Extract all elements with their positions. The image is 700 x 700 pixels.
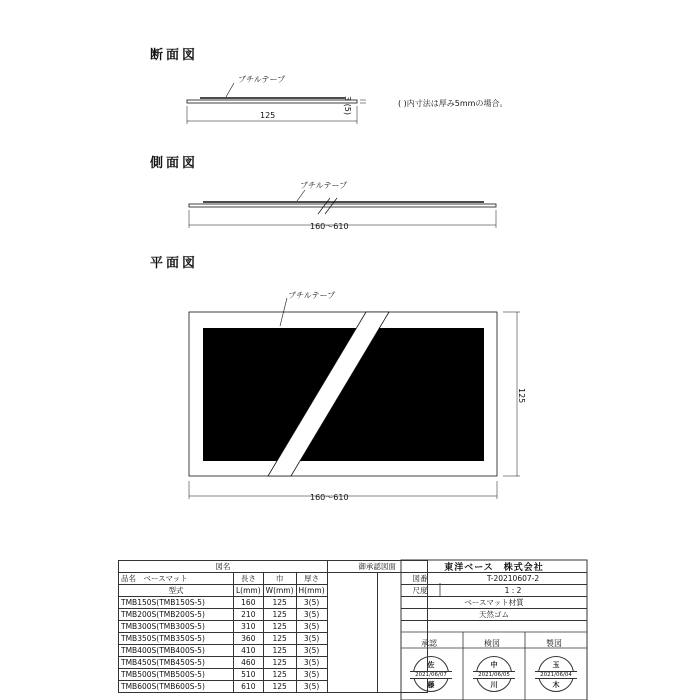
check-label: 検図: [484, 639, 500, 648]
model-label: 型式: [119, 585, 234, 597]
stamp-top: 佐: [427, 661, 435, 669]
width-cell: 125: [263, 633, 296, 645]
length-cell: 510: [234, 669, 264, 681]
blank-cell: [327, 573, 377, 693]
length-dimension-plan: 160～610: [310, 493, 349, 502]
drawing-name: 御承認図面: [327, 561, 427, 573]
material-value: 天然ゴム: [401, 609, 587, 621]
stamp-bottom: 木: [552, 681, 560, 689]
width-cell: 125: [263, 597, 296, 609]
company-name: 東洋ベース 株式会社: [401, 560, 587, 573]
approval-stamp: [413, 656, 449, 692]
model-cell: TMB450S(TMB450S-5): [119, 657, 234, 669]
approval-label: 承認: [421, 639, 437, 648]
col-width: 巾: [263, 573, 296, 585]
thickness-cell: 3(5): [296, 657, 327, 669]
stamp-top: 玉: [552, 661, 560, 669]
thickness-cell: 3(5): [296, 597, 327, 609]
side-view-heading: 側面図: [150, 156, 199, 171]
scale-label: 尺度: [412, 586, 428, 595]
model-cell: TMB400S(TMB400S-5): [119, 645, 234, 657]
model-cell: TMB500S(TMB500S-5): [119, 669, 234, 681]
length-dimension-side: 160～610: [310, 222, 349, 231]
width-cell: 125: [263, 669, 296, 681]
stamp-bottom: 藤: [427, 681, 435, 689]
model-cell: TMB350S(TMB350S-5): [119, 633, 234, 645]
model-cell: TMB150S(TMB150S-5): [119, 597, 234, 609]
col-length: 長さ: [234, 573, 264, 585]
stamp-top: 中: [490, 661, 498, 669]
unit-length: L(mm): [234, 585, 264, 597]
width-cell: 125: [263, 645, 296, 657]
spec-table: [118, 560, 428, 693]
butyl-tape-area: [203, 328, 484, 461]
thickness-cell: 3(5): [296, 621, 327, 633]
draft-stamp: [538, 656, 574, 692]
thickness-cell: 3(5): [296, 609, 327, 621]
length-cell: 160: [234, 597, 264, 609]
thickness-cell: 3(5): [296, 681, 327, 693]
drawing-no-row: [401, 573, 587, 585]
draft-label: 製図: [546, 639, 562, 648]
product-label: 品名: [121, 574, 136, 583]
unit-width: W(mm): [263, 585, 296, 597]
length-cell: 310: [234, 621, 264, 633]
drawing-no-label: 図番: [412, 574, 428, 583]
stamp-bottom: 川: [490, 681, 498, 689]
width-cell: 125: [263, 609, 296, 621]
width-cell: 125: [263, 657, 296, 669]
length-cell: 210: [234, 609, 264, 621]
thickness-cell: 3(5): [296, 669, 327, 681]
stamp-date: 2021/06/05: [473, 671, 515, 679]
check-stamp: [476, 656, 512, 692]
thickness-cell: 3(5): [296, 633, 327, 645]
tape-label: ブチルテープ: [238, 75, 286, 84]
company-block: [401, 560, 587, 634]
drawing-no: T-20210607-2: [486, 574, 540, 583]
col-thickness: 厚さ: [296, 573, 327, 585]
length-cell: 360: [234, 633, 264, 645]
tape-label-plan: ブチルテープ: [288, 291, 336, 300]
thickness-dimension: 3 (5): [343, 96, 352, 115]
model-cell: TMB600S(TMB600S-5): [119, 681, 234, 693]
drawing-name-label: 図名: [119, 561, 328, 573]
width-cell: 125: [263, 621, 296, 633]
scale-value: 1 : 2: [504, 586, 522, 595]
tape-label-side: ブチルテープ: [300, 181, 348, 190]
stamp-date: 2021/06/07: [410, 671, 452, 679]
scale-row: [401, 585, 587, 597]
length-cell: 410: [234, 645, 264, 657]
thickness-note: ( )内寸法は厚み5mmの場合。: [398, 99, 508, 108]
width-dimension: 125: [260, 111, 276, 120]
cross-section-heading: 断面図: [150, 48, 199, 63]
width-cell: 125: [263, 681, 296, 693]
material-title: ベースマット材質: [401, 597, 587, 609]
stamp-date: 2021/06/04: [535, 671, 577, 679]
length-cell: 460: [234, 657, 264, 669]
length-cell: 610: [234, 681, 264, 693]
model-cell: TMB300S(TMB300S-5): [119, 621, 234, 633]
width-dimension-plan: 125: [517, 388, 526, 404]
product-name: ベースマット: [143, 574, 188, 583]
unit-thickness: H(mm): [296, 585, 327, 597]
thickness-cell: 3(5): [296, 645, 327, 657]
plan-view-heading: 平面図: [150, 256, 199, 271]
model-cell: TMB200S(TMB200S-5): [119, 609, 234, 621]
product-cell: [119, 573, 234, 585]
